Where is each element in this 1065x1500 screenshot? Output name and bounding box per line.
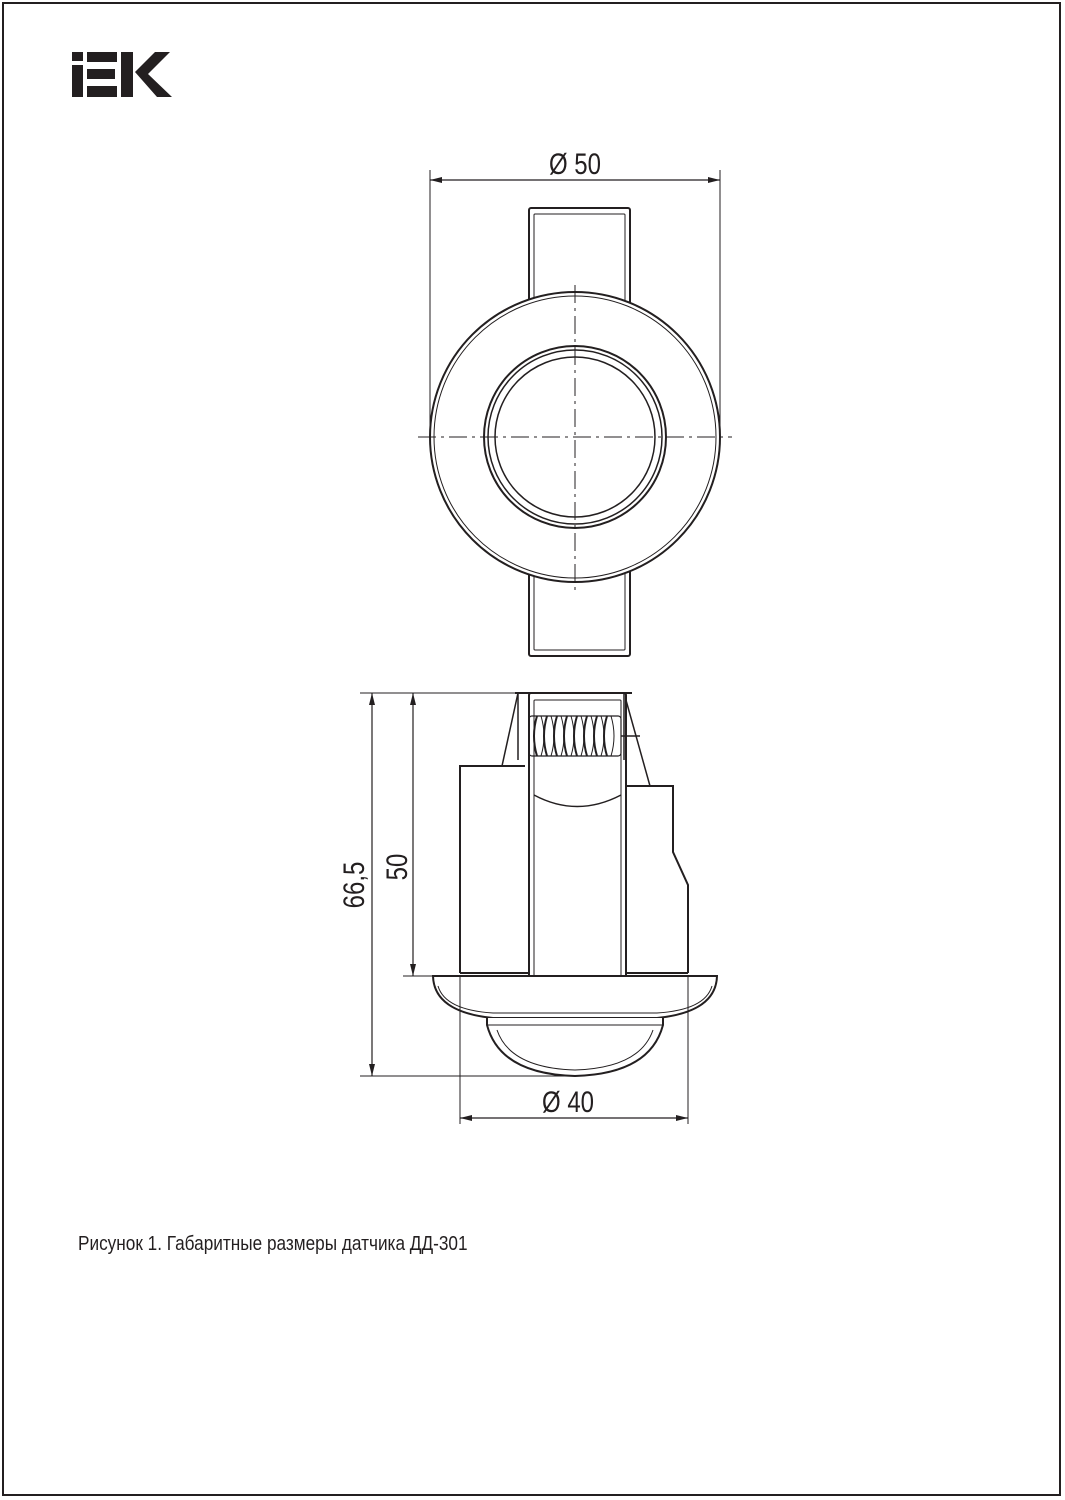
iek-logo <box>72 52 172 97</box>
base-diameter-label: Ø 40 <box>541 1084 595 1119</box>
total-height-label: 66,5 <box>336 861 371 909</box>
side-view <box>360 693 717 1124</box>
body-height-label: 50 <box>379 853 414 881</box>
figure-caption: Рисунок 1. Габаритные размеры датчика ДД-301 <box>78 1233 468 1255</box>
top-view <box>418 170 732 656</box>
top-diameter-dimension <box>549 146 601 180</box>
top-diameter-label: Ø 50 <box>548 146 602 181</box>
